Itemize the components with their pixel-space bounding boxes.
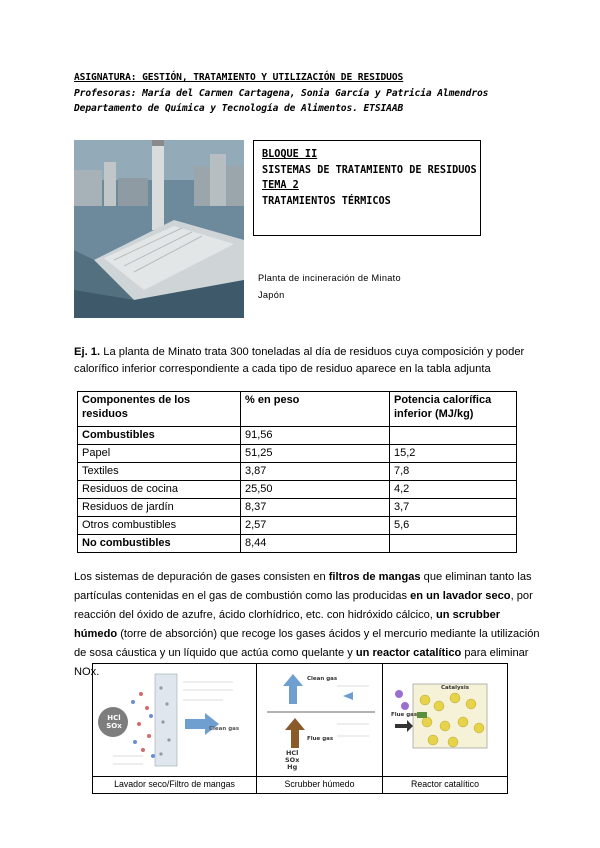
cell-percent: 25,50: [241, 481, 390, 499]
waste-composition-table: [77, 391, 517, 553]
block-title: SISTEMAS DE TRATAMIENTO DE RESIDUOS: [262, 164, 477, 176]
flue-gas-label: Flue gas: [391, 712, 418, 718]
cell-percent: 51,25: [241, 445, 390, 463]
table-row: [78, 517, 517, 535]
block-label: BLOQUE II: [262, 149, 318, 160]
figure-dry-scrubber: [93, 664, 257, 793]
table-header-row: [78, 392, 517, 427]
photo-caption-line1: Planta de incineración de Minato: [258, 273, 401, 283]
cell-percent: 8,44: [241, 535, 390, 553]
cell-component: Residuos de jardín: [78, 499, 241, 517]
paragraph-bold: un scrubber húmedo: [74, 609, 501, 640]
table-row: [78, 481, 517, 499]
wet-scrubber-diagram: [257, 664, 382, 777]
cell-calorific-power: 4,2: [390, 481, 517, 499]
paragraph-text: para eliminar NOx.: [74, 647, 529, 678]
cell-percent: 8,37: [241, 499, 390, 517]
professors-line: Profesoras: María del Carmen Cartagena, Sonia García y Patricia Almendros: [74, 88, 489, 99]
cell-calorific-power: 7,8: [390, 463, 517, 481]
cell-percent: 3,87: [241, 463, 390, 481]
clean-gas-up-arrow-icon: [283, 674, 303, 704]
caption-wet-scrubber: Scrubber húmedo: [257, 776, 382, 793]
exercise-text: La planta de Minato trata 300 toneladas al día de residuos cuya composición y poder calorífico inferior correspondiente a cada tipo de residuo aparece en la tabla adjunta: [74, 346, 525, 375]
dry-scrubber-diagram: [93, 664, 256, 777]
inlet-arrow-icon: [343, 692, 353, 700]
header-calorific-power: Potencia calorífica inferior (MJ/kg): [390, 392, 517, 427]
cell-calorific-power: 5,6: [390, 517, 517, 535]
cell-component: Papel: [78, 445, 241, 463]
hcl-sox-label: HCl SOx: [106, 714, 122, 730]
exercise-statement: [74, 344, 544, 378]
course-title: ASIGNATURA: GESTIÓN, TRATAMIENTO Y UTILIZACIÓN DE RESIDUOS: [74, 72, 404, 83]
photo-caption: [258, 270, 401, 304]
cell-component: No combustibles: [78, 535, 241, 553]
caption-dry-scrubber: Lavador seco/Filtro de mangas: [93, 776, 256, 793]
header-components: Componentes de los residuos: [78, 392, 241, 427]
paragraph-bold: en un lavador seco: [410, 590, 511, 602]
cell-component: Otros combustibles: [78, 517, 241, 535]
paragraph-text: , por reacción del óxido de azufre, ácido clorhídrico, etc. con hidróxido cálcico,: [74, 590, 533, 621]
paragraph-bold: un reactor catalítico: [355, 647, 462, 659]
cell-calorific-power: 3,7: [390, 499, 517, 517]
paragraph-text: Los sistemas de depuración de gases consisten en: [74, 571, 329, 583]
cell-component: Textiles: [78, 463, 241, 481]
figure-wet-scrubber: [257, 664, 383, 793]
table-row: [78, 499, 517, 517]
department-line: Departamento de Química y Tecnología de Alimentos. ETSIAAB: [74, 103, 404, 114]
flue-gas-label: Flue gas: [307, 736, 334, 742]
cell-calorific-power: 15,2: [390, 445, 517, 463]
catalytic-reactor-diagram: [383, 664, 507, 777]
topic-box: [253, 140, 481, 236]
flue-gas-up-arrow-icon: [285, 718, 305, 748]
table-row: [78, 427, 517, 445]
catalysis-label: Catalysis: [441, 685, 469, 691]
table-row: [78, 463, 517, 481]
figure-catalytic-reactor: [383, 664, 507, 793]
clean-gas-label: Clean gas: [307, 676, 338, 682]
paragraph-text: que eliminan tanto las partículas contenidas en el gas de combustión como las producidas: [74, 571, 532, 602]
paragraph-text: (torre de absorción) que recoge los gases ácidos y el mercurio mediante la utilización de sosa cáustica y un líquido que actúa como quelante y: [74, 628, 540, 659]
cell-percent: 91,56: [241, 427, 390, 445]
table-row: [78, 445, 517, 463]
incineration-plant-photo: [74, 140, 244, 318]
cell-calorific-power: [390, 535, 517, 553]
cell-component: Combustibles: [78, 427, 241, 445]
clean-gas-label: Clean gas: [209, 726, 240, 732]
paragraph-bold: filtros de mangas: [328, 571, 421, 583]
cell-percent: 2,57: [241, 517, 390, 535]
caption-catalytic-reactor: Reactor catalítico: [383, 776, 507, 793]
header-percent: % en peso: [241, 392, 390, 427]
acid-gases-label: HCl SOx Hg: [285, 749, 300, 771]
photo-caption-line2: Japón: [258, 290, 285, 300]
topic-title: TRATAMIENTOS TÉRMICOS: [262, 195, 391, 207]
topic-label: TEMA 2: [262, 180, 299, 191]
cell-calorific-power: [390, 427, 517, 445]
cell-component: Residuos de cocina: [78, 481, 241, 499]
gas-cleaning-figures: [92, 663, 508, 794]
exercise-label: Ej. 1.: [74, 346, 101, 358]
table-row: [78, 535, 517, 553]
flue-gas-arrow-icon: [395, 720, 413, 732]
